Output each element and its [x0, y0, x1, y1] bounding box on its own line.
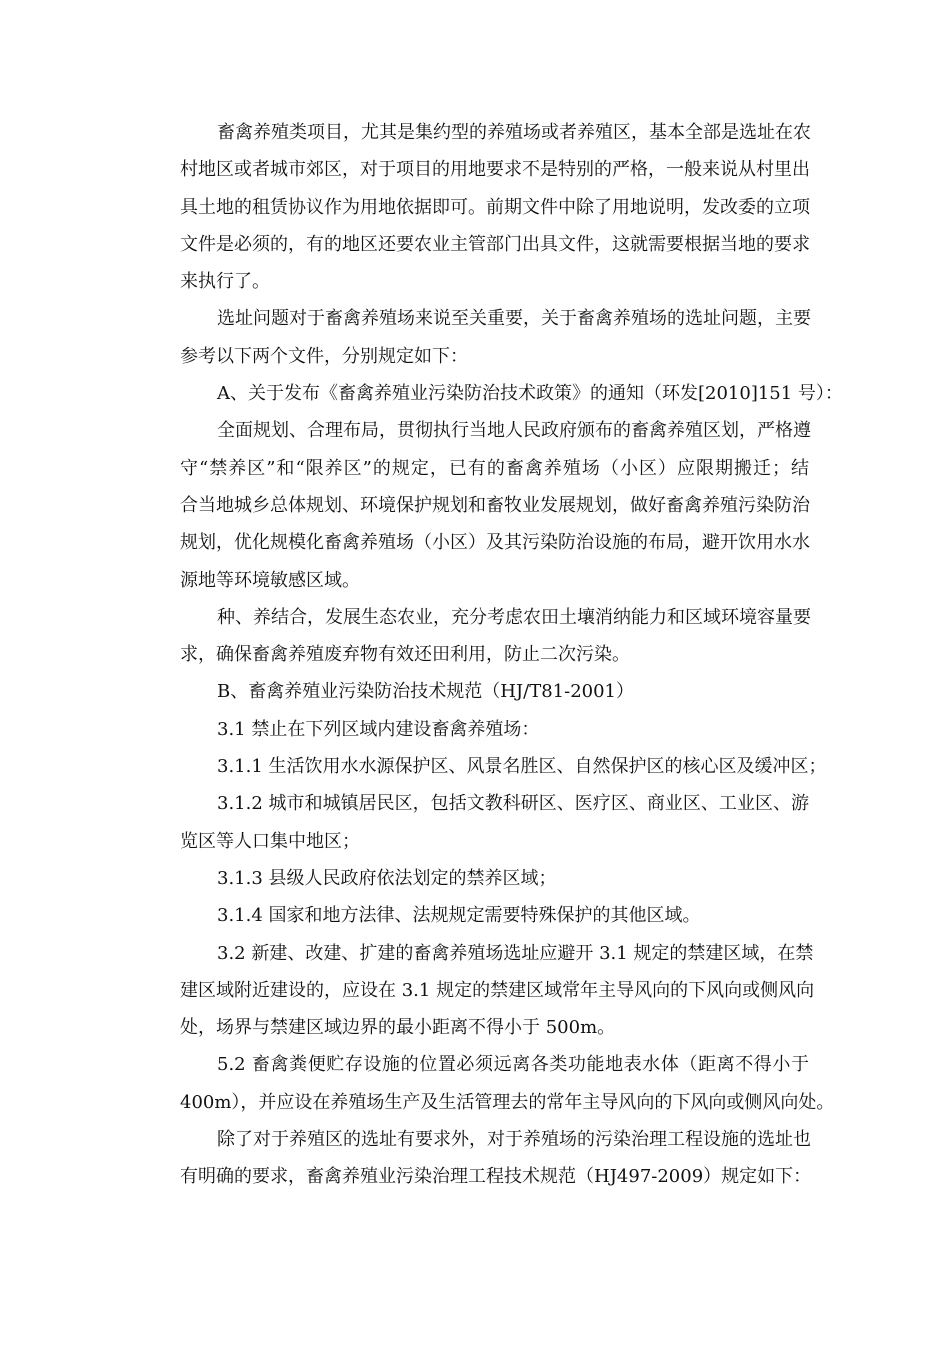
text-line: 文件是必须的，有的地区还要农业主管部门出具文件，这就需要根据当地的要求: [180, 233, 810, 255]
document-body: [143, 114, 843, 1196]
text-line: 选址问题对于畜禽养殖场来说至关重要，关于畜禽养殖场的选址问题，主要: [217, 308, 811, 330]
text-line: 村地区或者城市郊区，对于项目的用地要求不是特别的严格，一般来说从村里出: [180, 159, 810, 181]
text-line: 3.1.3 县级人民政府依法划定的禁养区域；: [217, 867, 557, 889]
text-line: 除了对于养殖区的选址有要求外，对于养殖场的污染治理工程设施的选址也: [217, 1129, 811, 1151]
text-line: 3.1 禁止在下列区域内建设畜禽养殖场：: [217, 718, 540, 740]
text-line: 合当地城乡总体规划、环境保护规划和畜牧业发展规划，做好畜禽养殖污染防治: [180, 494, 810, 516]
paragraph-clause-3-2: [143, 935, 815, 1047]
paragraph-clause-5-2: [143, 1046, 835, 1121]
text-line: 5.2 畜禽粪便贮存设施的位置必须远离各类功能地表水体（距离不得小于: [217, 1054, 809, 1076]
paragraph-project-siting-overview: [143, 114, 809, 300]
text-line: 规划，优化规模化畜禽养殖场（小区）及其污染防治设施的布局，避开饮用水水: [180, 532, 810, 554]
paragraph-clause-3-1-3: [143, 860, 809, 897]
paragraph-document-b-heading: [143, 673, 809, 710]
text-line: 守“禁养区”和“限养区”的规定，已有的畜禽养殖场（小区）应限期搬迁；结: [180, 457, 809, 479]
text-line: 3.1.4 国家和地方法律、法规规定需要特殊保护的其他区域。: [217, 905, 701, 927]
paragraph-treatment-facility-siting: [143, 1121, 812, 1196]
paragraph-ecological-agriculture: [143, 599, 809, 674]
text-line: 3.1.2 城市和城镇居民区，包括文教科研区、医疗区、商业区、工业区、游: [217, 793, 809, 815]
text-line: 400m），并应设在养殖场生产及生活管理去的常年主导风向的下风向或侧风向处。: [180, 1091, 835, 1113]
text-line: 览区等人口集中地区；: [180, 830, 360, 852]
paragraph-clause-3-1-4: [143, 897, 809, 934]
text-line: 来执行了。: [180, 271, 270, 293]
text-line: 有明确的要求，畜禽养殖业污染治理工程技术规范（HJ497-2009）规定如下：: [180, 1166, 812, 1188]
paragraph-clause-3-1: [143, 711, 809, 748]
text-line: 畜禽养殖类项目，尤其是集约型的养殖场或者养殖区，基本全部是选址在农: [217, 122, 811, 143]
text-line: 种、养结合，发展生态农业，充分考虑农田土壤消纳能力和区域环境容量要: [217, 606, 811, 628]
paragraph-clause-3-1-1: [143, 748, 827, 785]
text-line: 求，确保畜禽养殖废弃物有效还田利用，防止二次污染。: [180, 644, 630, 666]
paragraph-planning-layout: [143, 412, 809, 598]
text-line: 参考以下两个文件，分别规定如下：: [180, 345, 468, 367]
text-line: A、关于发布《畜禽养殖业污染防治技术政策》的通知（环发[2010]151 号）：: [217, 383, 843, 405]
text-line: 具土地的租赁协议作为用地依据即可。前期文件中除了用地说明，发改委的立项: [180, 196, 810, 218]
text-line: 处，场界与禁建区域边界的最小距离不得小于 500m。: [180, 1017, 616, 1039]
text-line: 源地等环境敏感区域。: [180, 569, 360, 591]
text-line: 建区域附近建设的，应设在 3.1 规定的禁建区域常年主导风向的下风向或侧风向: [180, 979, 815, 1001]
text-line: B、畜禽养殖业污染防治技术规范（HJ/T81-2001）: [217, 681, 635, 703]
paragraph-siting-importance: [143, 300, 809, 375]
paragraph-clause-3-1-2: [143, 785, 809, 860]
paragraph-document-a-heading: [143, 375, 843, 412]
text-line: 3.2 新建、改建、扩建的畜禽养殖场选址应避开 3.1 规定的禁建区域，在禁: [217, 942, 814, 964]
text-line: 3.1.1 生活饮用水水源保护区、风景名胜区、自然保护区的核心区及缓冲区；: [217, 756, 827, 778]
text-line: 全面规划、合理布局，贯彻执行当地人民政府颁布的畜禽养殖区划，严格遵: [217, 420, 811, 442]
